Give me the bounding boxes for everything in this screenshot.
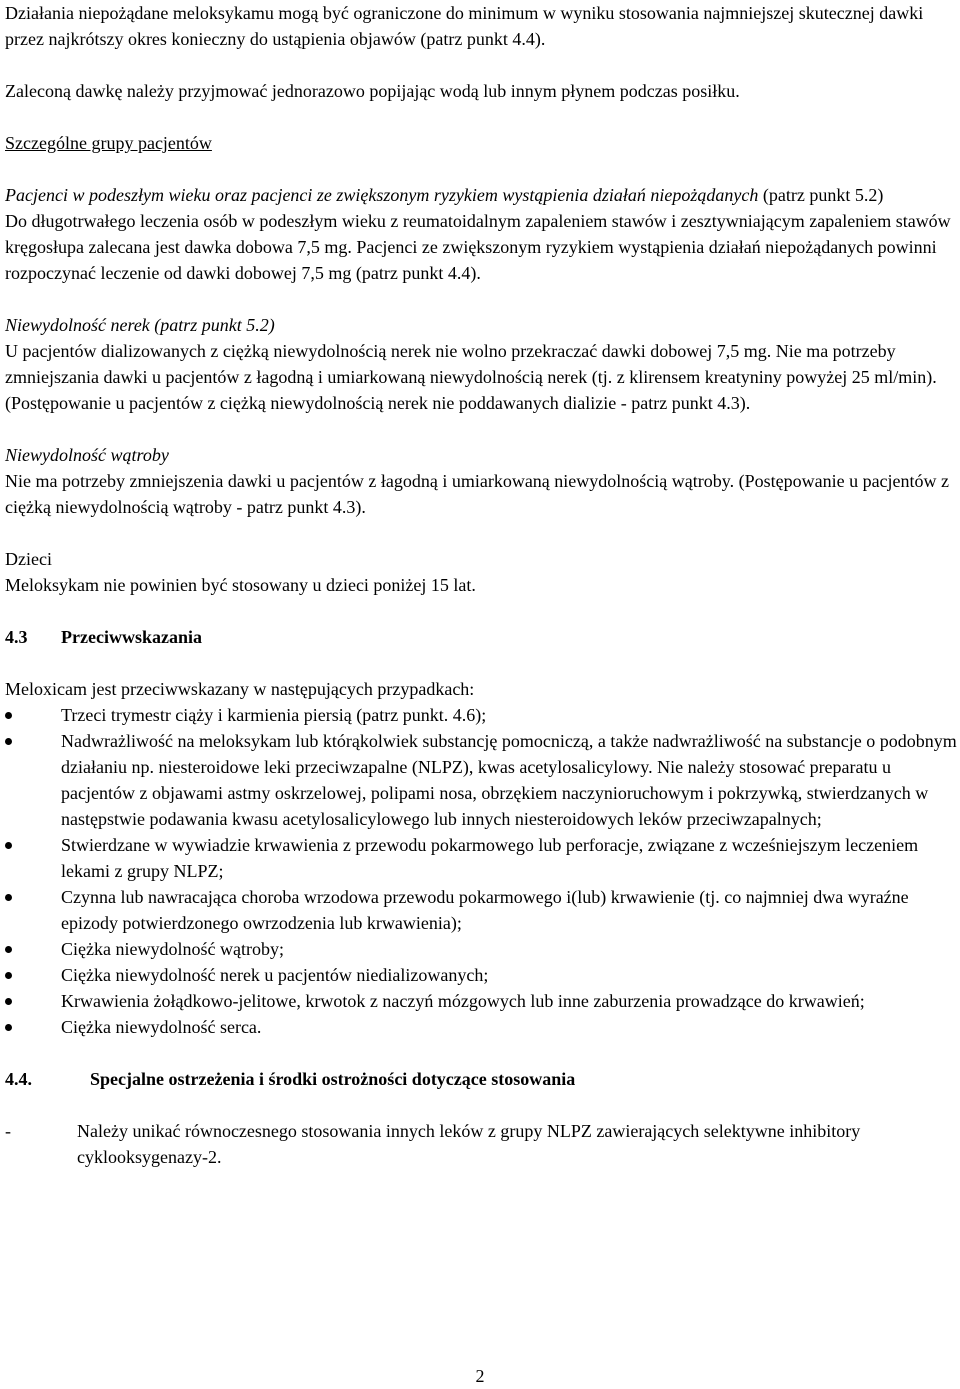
list-item: Ciężka niewydolność serca. bbox=[5, 1014, 957, 1040]
elderly-title bbox=[5, 182, 957, 208]
hepatic-text: Nie ma potrzeby zmniejszenia dawki u pacjentów z łagodną i umiarkowaną niewydolnością wątroby. (Postępowanie u pacjentów z ciężką niewydolnością wątroby - patrz punkt 4.3). bbox=[5, 471, 950, 517]
special-groups-heading: Szczególne grupy pacjentów bbox=[5, 133, 212, 153]
children-text: Meloksykam nie powinien być stosowany u dzieci poniżej 15 lat. bbox=[5, 575, 476, 595]
list-item: Nadwrażliwość na meloksykam lub którąkolwiek substancję pomocniczą, a także nadwrażliwość na substancje o podobnym działaniu np. niesteroidowe leki przeciwzapalne (NLPZ), kwas acetylosalicylowy. Nie należy stosować preparatu u pacjentów z objawami astmy oskrzelowej, polipami nosa, obrzękiem naczynioruchowym i pokrzywką, stwierdzanych w następstwie podawania kwasu acetylosalicylowego lub innych niesteroidowych leków przeciwzapalnych; bbox=[5, 728, 957, 832]
elderly-title-text: Pacjenci w podeszłym wieku oraz pacjenci ze zwiększonym ryzykiem wystąpienia działań niepożądanych bbox=[5, 185, 759, 205]
list-item: Trzeci trymestr ciąży i karmienia piersią (patrz punkt. 4.6); bbox=[5, 702, 957, 728]
document-page bbox=[5, 0, 957, 1170]
list-item: Ciężka niewydolność nerek u pacjentów niedializowanych; bbox=[5, 962, 957, 988]
contraindications-list bbox=[5, 702, 957, 1040]
list-item: Ciężka niewydolność wątroby; bbox=[5, 936, 957, 962]
list-item: Czynna lub nawracająca choroba wrzodowa przewodu pokarmowego i(lub) krwawienie (tj. co najmniej dwa wyraźne epizody potwierdzonego owrzodzenia lub krwawienia); bbox=[5, 884, 957, 936]
list-item: Stwierdzane w wywiadzie krwawienia z przewodu pokarmowego lub perforacje, związane z wcześniejszym leczeniem lekami z grupy NLPZ; bbox=[5, 832, 957, 884]
section-43-heading bbox=[5, 624, 957, 650]
section-44-heading bbox=[5, 1066, 957, 1092]
section-43-intro: Meloxicam jest przeciwwskazany w następujących przypadkach: bbox=[5, 679, 475, 699]
intro-paragraph-1: Działania niepożądane meloksykamu mogą być ograniczone do minimum w wyniku stosowania najmniejszej skutecznej dawki przez najkrótszy okres konieczny do ustąpienia objawów (patrz punkt 4.4). bbox=[5, 3, 924, 49]
elderly-text: Do długotrwałego leczenia osób w podeszłym wieku z reumatoidalnym zapaleniem stawów i zesztywniającym zapaleniem stawów kręgosłupa zalecana jest dawka dobowa 7,5 mg. Pacjenci ze zwiększonym ryzykiem wystąpienia działań niepożądanych powinni rozpoczynać leczenie od dawki dobowej 7,5 mg (patrz punkt 4.4). bbox=[5, 211, 951, 283]
section-44-number: 4.4. bbox=[5, 1069, 32, 1089]
section-43-title: Przeciwwskazania bbox=[61, 627, 202, 647]
warning-item bbox=[5, 1118, 957, 1170]
section-43-number: 4.3 bbox=[5, 627, 28, 647]
intro-paragraph-2: Zaleconą dawkę należy przyjmować jednorazowo popijając wodą lub innym płynem podczas posiłku. bbox=[5, 81, 740, 101]
page-number: 2 bbox=[475, 1366, 485, 1386]
renal-text: U pacjentów dializowanych z ciężką niewydolnością nerek nie wolno przekraczać dawki dobowej 7,5 mg. Nie ma potrzeby zmniejszania dawki u pacjentów z łagodną i umiarkowaną niewydolnością nerek (tj. z klirensem kreatyniny powyżej 25 ml/min). (Postępowanie u pacjentów z ciężką niewydolnością nerek nie poddawanych dializie - patrz punkt 4.3). bbox=[5, 341, 937, 413]
renal-title: Niewydolność nerek (patrz punkt 5.2) bbox=[5, 315, 275, 335]
list-item: Krwawienia żołądkowo-jelitowe, krwotok z naczyń mózgowych lub inne zaburzenia prowadzące do krwawień; bbox=[5, 988, 957, 1014]
elderly-ref: (patrz punkt 5.2) bbox=[762, 185, 884, 205]
dash-marker: - bbox=[5, 1121, 11, 1141]
section-44-title: Specjalne ostrzeżenia i środki ostrożności dotyczące stosowania bbox=[90, 1069, 576, 1089]
children-title: Dzieci bbox=[5, 549, 52, 569]
hepatic-title: Niewydolność wątroby bbox=[5, 445, 169, 465]
warning-text: Należy unikać równoczesnego stosowania innych leków z grupy NLPZ zawierających selektywne inhibitory cyklooksygenazy-2. bbox=[77, 1121, 861, 1167]
